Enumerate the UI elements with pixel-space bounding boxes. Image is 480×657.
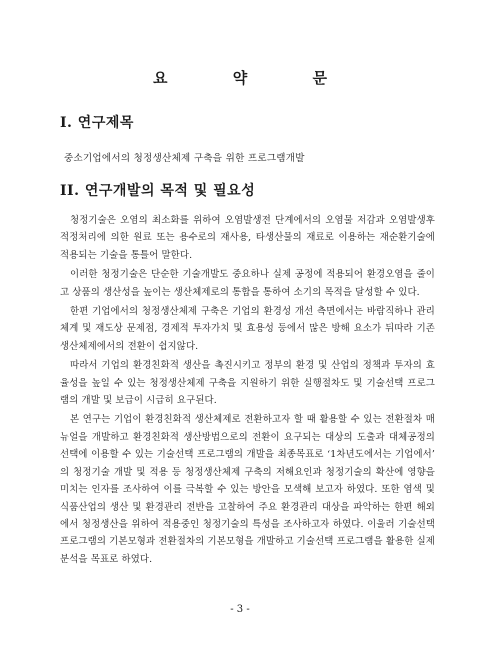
paragraph: 이러한 청정기술은 단순한 기술개발도 중요하나 실제 공정에 적용되어 환경오염을 줄이고 상품의 생산성을 높이는 생산체제로의 통합을 통하여 소기의 목적을 달성할 수 있다. xyxy=(60,269,435,298)
page-title: 요 약 문 xyxy=(153,69,357,87)
section-heading-research-title: I. 연구제목 xyxy=(60,115,134,131)
research-subject: 중소기업에서의 청정생산체제 구축을 위한 프로그램개발 xyxy=(64,153,305,164)
paragraph: 한편 기업에서의 청정생산체제 구축은 기업의 환경성 개선 측면에서는 바람직하나 관리체계 및 재도상 문제점, 경제적 투자가치 및 효용성 등에서 많은 방해 요소가 뒤따라 기존 생산체제에서의 전환이 쉽지않다. xyxy=(60,306,435,352)
paragraph: 따라서 기업의 환경친화적 생산을 촉진시키고 정부의 환경 및 산업의 정책과 투자의 효율성을 높일 수 있는 청정생산체제 구축을 지원하기 위한 실행절차도 및 기술선택 프로그램의 개발 및 보급이 시급히 요구된다. xyxy=(60,360,435,407)
section-body xyxy=(60,212,435,570)
page-number: - 3 - xyxy=(230,604,250,615)
section-heading-purpose: II. 연구개발의 목적 및 필요성 xyxy=(60,183,256,199)
paragraph: 청정기술은 오염의 최소화를 위하여 오염발생전 단계에서의 오염물 저감과 오염발생후 적정처리에 의한 원료 또는 용수로의 재사용, 타생산물의 재료로 이용하는 재순환기술에 적용되는 기술을 통틀어 말한다. xyxy=(60,215,435,261)
paragraph: 본 연구는 기업이 환경친화적 생산체제로 전환하고자 할 때 활용할 수 있는 전환절차 매뉴얼을 개발하고 환경친화적 생산방법으로의 전환이 요구되는 대상의 도출과 대체공정의 선택에 이용할 수 있는 기술선택 프로그램의 개발을 최종목표로 ‘1차년도에서는 기업에서’ 의 청정기술 개발 및 적용 등 청정생산체제 구축의 저해요인과 청정기술의 확산에 영향을 미치는 인자를 조사하여 이를 극복할 수 있는 방안을 모색해 보고자 하였다. 또한 염색 및 식품산업의 생산 및 환경관리 전반을 고찰하여 주요 환경관리 대상을 파악하는 한편 해외에서 청정생산을 위하여 적용중인 청정기술의 특성을 조사하고자 하였다. 이울러 기술선택 프로그램의 기본모형과 전환절차의 기본모형을 개발하고 기술선택 프로그램을 활용한 실제 분석을 목표로 하였다. xyxy=(60,414,435,565)
